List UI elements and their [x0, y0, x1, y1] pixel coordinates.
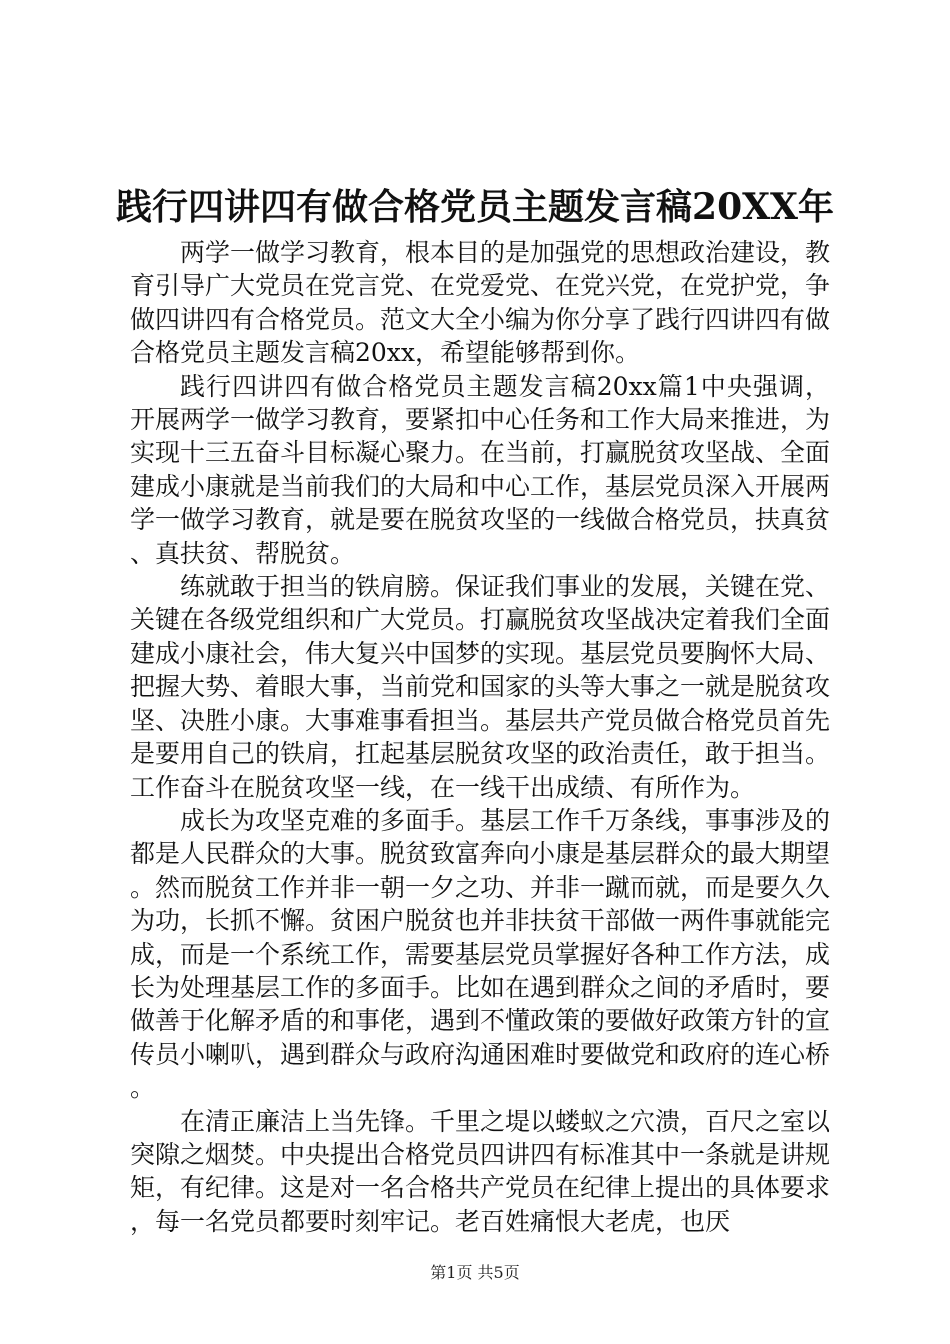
paragraph-speech-1: 践行四讲四有做合格党员主题发言稿20xx篇1中央强调，开展两学一做学习教育，要紧扣中心任务和工作大局来推进，为实现十三五奋斗目标凝心聚力。在当前，打赢脱贫攻坚战、全面建成小康就是当前我们的大局和中心工作，基层党员深入开展两学一做学习教育，就是要在脱贫攻坚的一线做合格党员，扶真贫、真扶贫、帮脱贫。 [130, 371, 831, 568]
paragraph-integrity: 在清正廉洁上当先锋。千里之堤以蝼蚁之穴溃，百尺之室以突隙之烟焚。中央提出合格党员四讲四有标准其中一条就是讲规矩，有纪律。这是对一名合格共产党员在纪律上提出的具体要求，每一名党员都要时刻牢记。老百姓痛恨大老虎，也厌 [130, 1106, 831, 1236]
paragraph-shoulder: 练就敢于担当的铁肩膀。保证我们事业的发展，关键在党、关键在各级党组织和广大党员。打赢脱贫攻坚战决定着我们全面建成小康社会，伟大复兴中国梦的实现。基层党员要胸怀大局、把握大势、着眼大事，当前党和国家的头等大事之一就是脱贫攻坚、决胜小康。大事难事看担当。基层共产党员做合格党员首先是要用自己的铁肩，扛起基层脱贫攻坚的政治责任，敢于担当。工作奋斗在脱贫攻坚一线，在一线干出成绩、有所作为。 [130, 572, 831, 802]
paragraph-intro: 两学一做学习教育，根本目的是加强党的思想政治建设，教育引导广大党员在党言党、在党爱党、在党兴党，在党护党，争做四讲四有合格党员。范文大全小编为你分享了践行四讲四有做合格党员主题发言稿20xx，希望能够帮到你。 [130, 238, 831, 368]
document-body [130, 236, 830, 1238]
document-title: 践行四讲四有做合格党员主题发言稿20XX年 [116, 186, 834, 228]
paragraph-versatile: 成长为攻坚克难的多面手。基层工作千万条线，事事涉及的都是人民群众的大事。脱贫致富奔向小康是基层群众的最大期望。然而脱贫工作并非一朝一夕之功、并非一蹴而就，而是要久久为功，长抓不懈。贫困户脱贫也并非扶贫干部做一两件事就能完成，而是一个系统工作，需要基层党员掌握好各种工作方法，成长为处理基层工作的多面手。比如在遇到群众之间的矛盾时，要做善于化解矛盾的和事佬，遇到不懂政策的要做好政策方针的宣传员小喇叭，遇到群众与政府沟通困难时要做党和政府的连心桥。 [130, 805, 831, 1103]
page-number-footer: 第1页 共5页 [430, 1263, 520, 1282]
